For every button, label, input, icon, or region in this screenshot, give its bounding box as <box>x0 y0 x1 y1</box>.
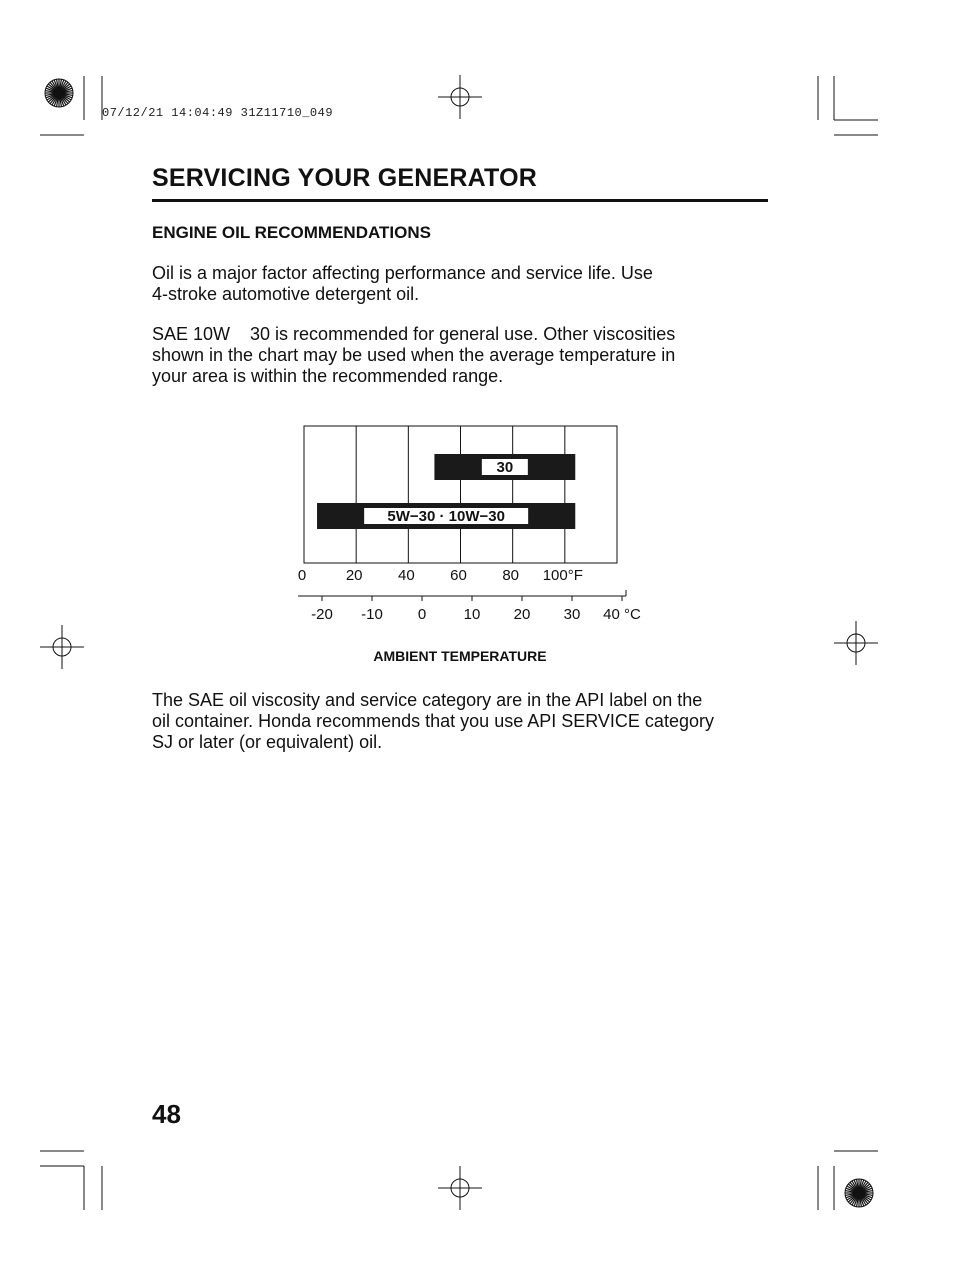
chart-tick-label-f: 0 <box>297 567 307 584</box>
chart-tick-label-c: 10 <box>463 606 481 623</box>
chart-svg <box>270 420 650 680</box>
chart-tick-label-c: 0 <box>417 606 427 623</box>
text-line: Oil is a major factor affecting performance and service life. Use <box>152 263 653 283</box>
chart-tick-label-c: -10 <box>361 606 383 623</box>
text-line: your area is within the recommended range. <box>152 366 504 386</box>
chart-x-axis-label: AMBIENT TEMPERATURE <box>373 648 547 664</box>
chart-bar-label: 30 <box>496 459 514 476</box>
chart-tick-label-c: 40 °C <box>603 606 641 623</box>
text-line: The SAE oil viscosity and service category are in the API label on the <box>152 690 703 710</box>
text-line: oil container. Honda recommends that you use API SERVICE category <box>152 711 714 731</box>
oil-viscosity-chart <box>270 420 650 680</box>
text-line: SAE 10W 30 is recommended for general use. Other viscosities <box>152 324 676 344</box>
chart-tick-label-f: 80 <box>502 567 520 584</box>
chart-tick-label-f: 40 <box>397 567 415 584</box>
chart-bar-label: 5W−30 · 10W−30 <box>387 508 505 525</box>
section-heading: ENGINE OIL RECOMMENDATIONS <box>152 223 431 242</box>
chart-tick-label-f: 100°F <box>542 567 583 584</box>
intro-paragraph <box>152 263 772 305</box>
chart-tick-label-c: -20 <box>311 606 333 623</box>
chart-tick-label-f: 60 <box>450 567 467 584</box>
viscosity-paragraph <box>152 324 772 387</box>
text-line: shown in the chart may be used when the average temperature in <box>152 345 676 365</box>
chart-tick-label-c: 30 <box>563 606 581 623</box>
page-title: SERVICING YOUR GENERATOR <box>152 164 537 192</box>
chart-tick-label-f: 20 <box>345 567 363 584</box>
page-number: 48 <box>152 1099 181 1129</box>
text-line: SJ or later (or equivalent) oil. <box>152 732 383 752</box>
title-underline <box>152 199 768 202</box>
text-line: 4-stroke automotive detergent oil. <box>152 284 420 304</box>
registration-starburst-icon <box>45 79 73 107</box>
registration-starburst-icon <box>845 1179 873 1207</box>
chart-tick-label-c: 20 <box>513 606 531 623</box>
api-paragraph <box>152 690 772 753</box>
print-stamp: 07/12/21 14:04:49 31Z11710_049 <box>102 106 334 120</box>
